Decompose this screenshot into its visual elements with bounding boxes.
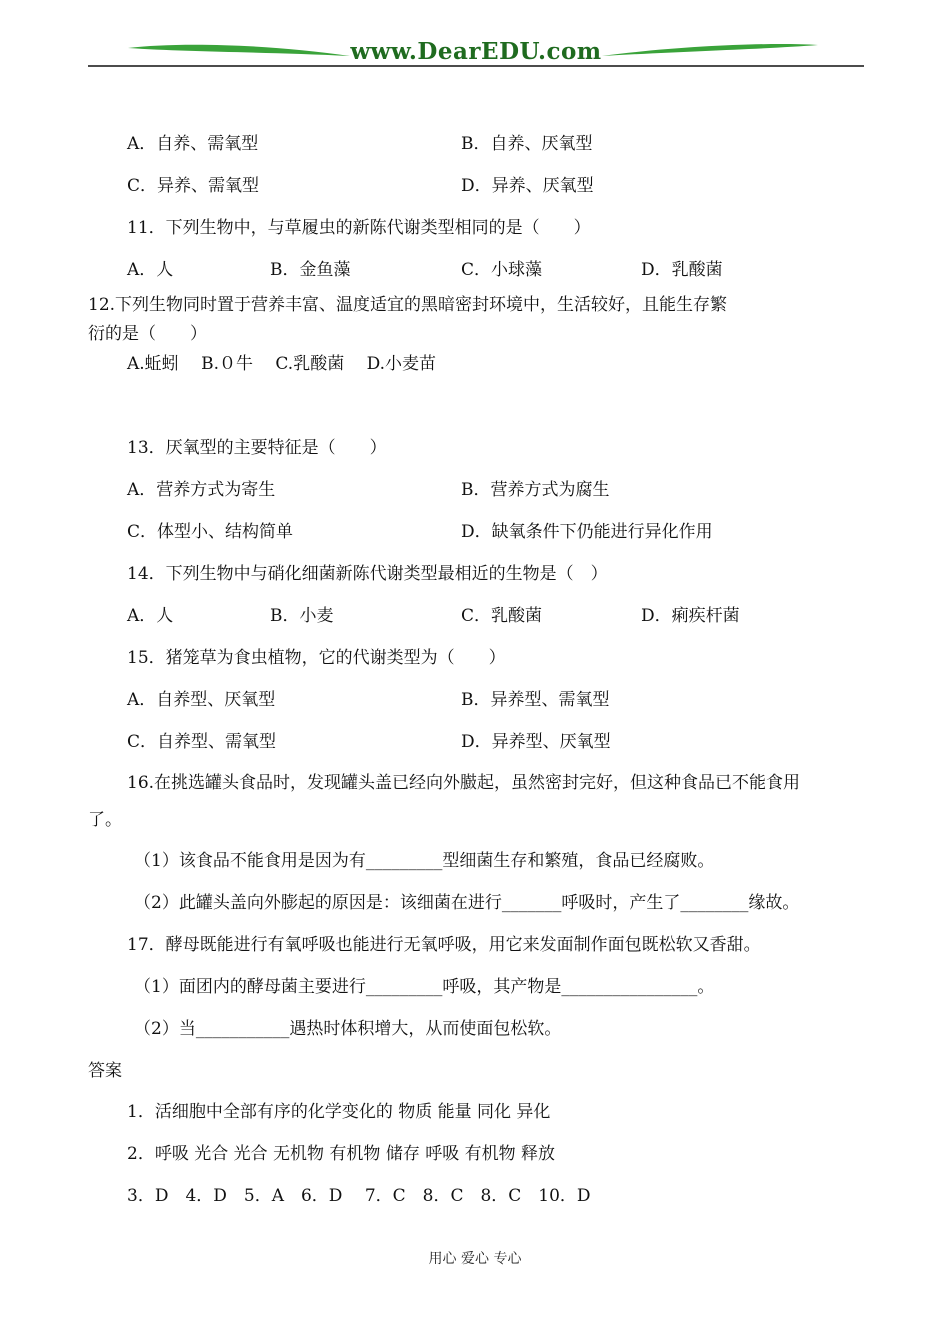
q15-stem: 15．猪笼草为食虫植物，它的代谢类型为（ ） <box>127 648 506 668</box>
q13-option-a: A．营养方式为寄生 <box>127 480 276 500</box>
q16-stem-line2: 了。 <box>88 810 122 830</box>
answer-line-1: 1．活细胞中全部有序的化学变化的 物质 能量 同化 异化 <box>127 1102 551 1122</box>
q17-part1: （1）面团内的酵母菌主要进行_________呼吸，其产物是________________。 <box>134 977 715 997</box>
q14-option-d: D．痢疾杆菌 <box>641 606 740 626</box>
answer-line-3: 3．D 4．D 5．A 6．D 7．C 8．C 8．C 10．D <box>127 1186 591 1206</box>
q10-option-c: C．异养、需氧型 <box>127 176 260 196</box>
answer-line-2: 2．呼吸 光合 光合 无机物 有机物 储存 呼吸 有机物 释放 <box>127 1144 556 1164</box>
q15-option-a: A．自养型、厌氧型 <box>127 690 276 710</box>
q16-stem-line1: 16.在挑选罐头食品时，发现罐头盖已经向外臌起，虽然密封完好，但这种食品已不能食用 <box>127 773 801 793</box>
page-footer: 用心 爱心 专心 <box>428 1251 522 1267</box>
q10-option-a: A．自养、需氧型 <box>127 134 259 154</box>
q17-stem: 17．酵母既能进行有氧呼吸也能进行无氧呼吸，用它来发面制作面包既松软又香甜。 <box>127 935 761 955</box>
q15-option-c: C．自养型、需氧型 <box>127 732 277 752</box>
q11-option-b: B．金鱼藻 <box>270 260 351 280</box>
q11-option-c: C．小球藻 <box>461 260 543 280</box>
q17-part2: （2）当___________遇热时体积增大，从而使面包松软。 <box>134 1019 562 1039</box>
q12-options: A.蚯蚓 B.０牛 C.乳酸菌 D.小麦苗 <box>127 354 437 374</box>
q12-stem-line1: 12.下列生物同时置于营养丰富、温度适宜的黑暗密封环境中，生活较好，且能生存繁 <box>88 295 728 315</box>
q14-stem: 14．下列生物中与硝化细菌新陈代谢类型最相近的生物是（ ） <box>127 564 608 584</box>
q14-option-b: B．小麦 <box>270 606 334 626</box>
answers-heading: 答案 <box>88 1061 122 1081</box>
page-header <box>88 36 864 70</box>
site-logo: www.DearEDU.com <box>350 38 602 65</box>
q11-option-d: D．乳酸菌 <box>641 260 723 280</box>
q10-option-d: D．异养、厌氧型 <box>461 176 594 196</box>
q14-option-c: C．乳酸菌 <box>461 606 543 626</box>
q14-option-a: A．人 <box>127 606 174 626</box>
q12-stem-line2: 衍的是（ ） <box>88 324 207 344</box>
q15-option-d: D．异养型、厌氧型 <box>461 732 611 752</box>
q16-part1: （1）该食品不能食用是因为有_________型细菌生存和繁殖，食品已经腐败。 <box>134 851 715 871</box>
q13-option-d: D．缺氧条件下仍能进行异化作用 <box>461 522 713 542</box>
q11-option-a: A．人 <box>127 260 174 280</box>
q10-option-b: B．自养、厌氧型 <box>461 134 593 154</box>
q13-option-c: C．体型小、结构简单 <box>127 522 294 542</box>
q11-stem: 11．下列生物中，与草履虫的新陈代谢类型相同的是（ ） <box>127 218 591 238</box>
q13-stem: 13．厌氧型的主要特征是（ ） <box>127 438 387 458</box>
q15-option-b: B．异养型、需氧型 <box>461 690 610 710</box>
q16-part2: （2）此罐头盖向外膨起的原因是：该细菌在进行_______呼吸时，产生了________缘故。 <box>134 893 800 913</box>
q13-option-b: B．营养方式为腐生 <box>461 480 610 500</box>
